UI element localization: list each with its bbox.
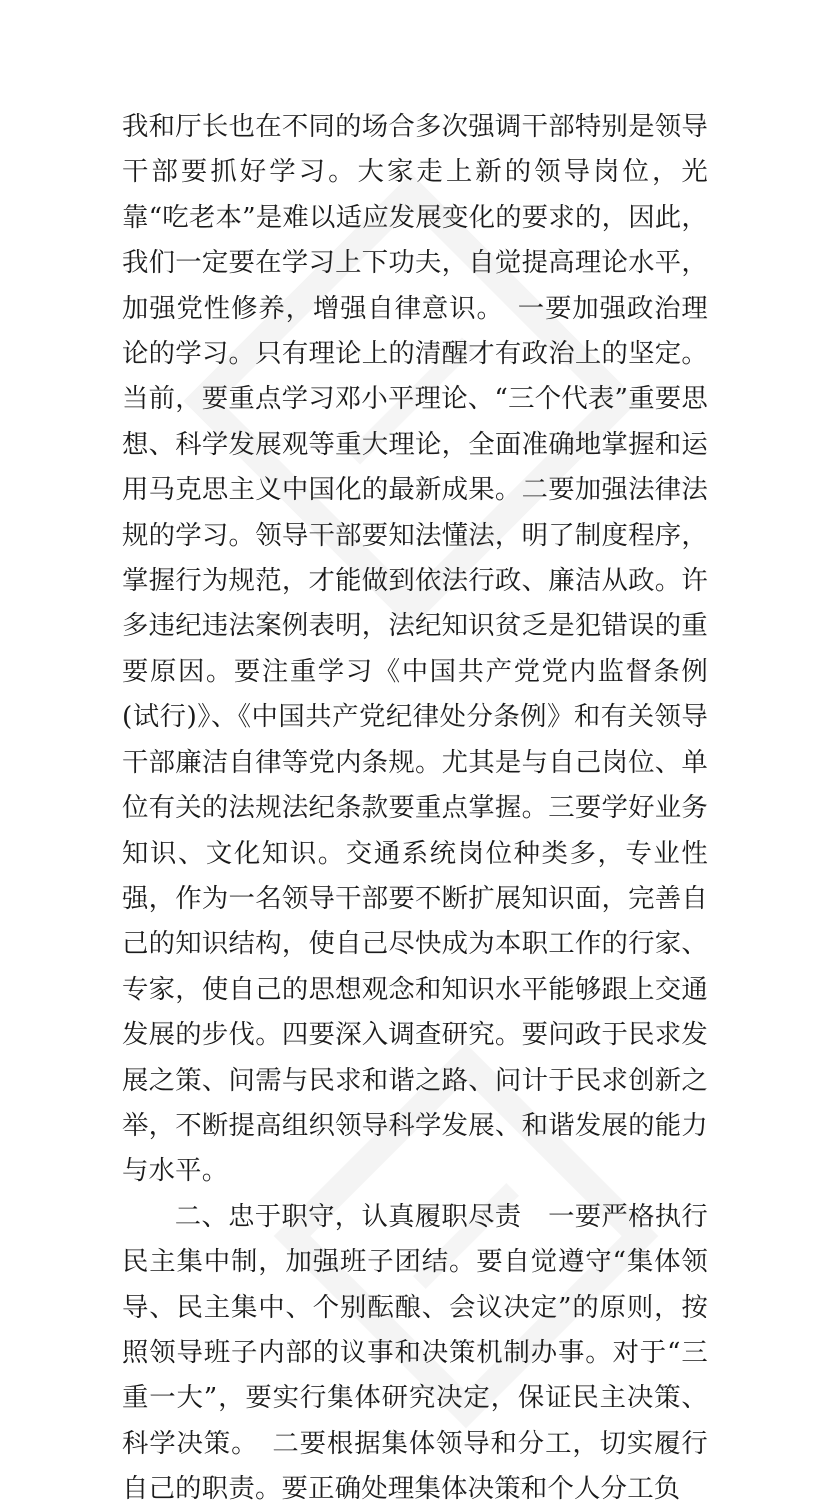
paragraph-study: 我和厅长也在不同的场合多次强调干部特别是领导干部要抓好学习。大家走上新的领导岗位，光靠“吃老本”是难以适应发展变化的要求的，因此，我们一定要在学习上下功夫，自觉提高理论水平，加强党性修养，增强自律意识。 一要加强政治理论的学习。只有理论上的清醒才有政治上的坚定。当前，要重点学习邓小平理论、“三个代表”重要思想、科学发展观等重大理论，全面准确地掌握和运用马克思主义中国化的最新成果。二要加强法律法规的学习。领导干部要知法懂法，明了制度程序，掌握行为规范，才能做到依法行政、廉洁从政。许多违纪违法案例表明，法纪知识贫乏是犯错误的重要原因。要注重学习《中国共产党党内监督条例(试行)》、《中国共产党纪律处分条例》和有关领导干部廉洁自律等党内条规。尤其是与自己岗位、单位有关的法规法纪条款要重点掌握。三要学好业务知识、文化知识。交通系统岗位种类多，专业性强，作为一名领导干部要不断扩展知识面，完善自己的知识结构，使自己尽快成为本职工作的行家、专家，使自己的思想观念和知识水平能够跟上交通发展的步伐。四要深入调查研究。要问政于民求发展之策、问需与民求和谐之路、问计于民求创新之举，不断提高组织领导科学发展、和谐发展的能力与水平。 [122, 111, 708, 1187]
document-body [122, 104, 708, 1512]
paragraph-duty: 二、忠于职守，认真履职尽责 一要严格执行民主集中制，加强班子团结。要自觉遵守“集体领导、民主集中、个别酝酿、会议决定”的原则，按照领导班子内部的议事和决策机制办事。对于“三重一大”，要实行集体研究决定，保证民主决策、科学决策。 二要根据集体领导和分工，切实履行自己的职责。要正确处理集体决策和个人分工负 [122, 1200, 708, 1505]
